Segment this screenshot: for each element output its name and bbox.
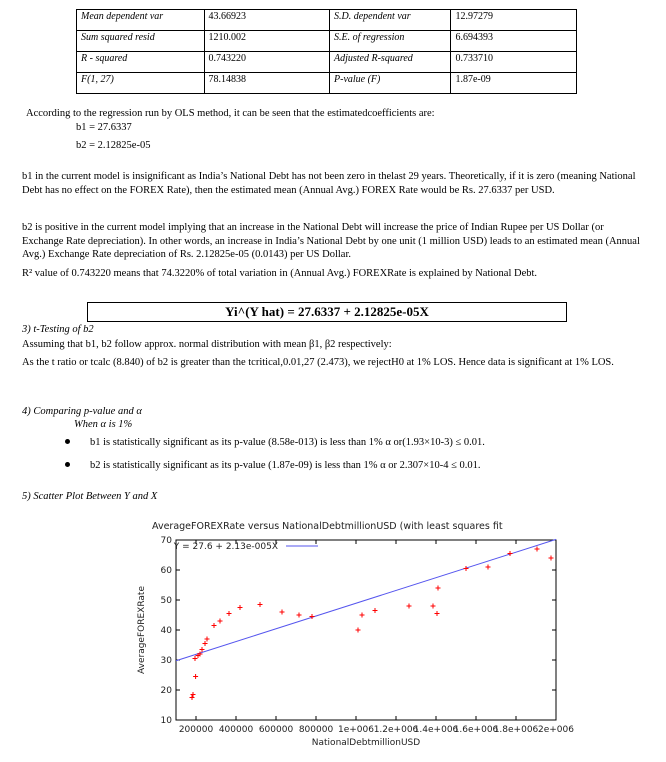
data-point [212,623,217,628]
data-point [435,611,440,616]
stats-cell: 0.733710 [451,52,577,73]
regression-stats-table [76,9,577,94]
section-4-heading: 4) Comparing p-value and α [22,406,142,417]
section-3-line2: As the t ratio or tcalc (8.840) of b2 is greater than the tcritical,0.01,27 (2.473), we rejectH0 at 1% LOS. Hence data is significant at 1% LOS. [22,357,614,368]
stats-cell: S.D. dependent var [330,10,451,31]
stats-cell: 0.743220 [204,52,330,73]
b2-estimate: b2 = 2.12825e-05 [76,140,151,151]
x-tick-label: 200000 [178,725,214,735]
y-tick-label: 30 [160,656,172,666]
stats-cell: 6.694393 [451,31,577,52]
section-5-heading: 5) Scatter Plot Between Y and X [22,491,158,502]
section-4-subheading: When α is 1% [74,419,133,430]
data-point [227,611,232,616]
stats-cell: R - squared [77,52,205,73]
paragraph-b1: b1 in the current model is insignificant as India’s National Debt has not been zero in thelast 29 years. Theoretically, if it is zero (meaning National Debt has no effect on the FOREX Rate), then the estimated mean (Annual Avg.) FOREX Rate would be Rs. 27.6337 per USD. [22,171,636,196]
fitted-equation-box: Yi^(Y hat) = 27.6337 + 2.12825e-05X [87,302,567,322]
y-tick-label: 50 [160,596,172,606]
x-tick-label: 1.8e+006 [493,725,539,735]
y-tick-label: 40 [160,626,172,636]
legend-label: Y = 27.6 + 2.13e-005X [173,542,278,552]
data-point [431,604,436,609]
x-tick-label: 800000 [298,725,334,735]
bullet-b1: b1 is statistically significant as its p-value (8.58e-013) is less than 1% α or(1.93×10-3) ≤ 0.01. [90,437,485,448]
data-point [218,619,223,624]
stats-cell: 43.66923 [204,10,330,31]
data-point [205,637,210,642]
fit-line [176,539,556,660]
stats-cell: 78.14838 [204,73,330,94]
data-point [297,613,302,618]
y-axis-label: AverageFOREXRate [137,586,147,674]
y-tick-label: 60 [160,566,172,576]
data-point [508,551,513,556]
stats-row [77,10,577,31]
intro-text: According to the regression run by OLS method, it can be seen that the estimatedcoefficients are: [26,108,435,119]
stats-cell: Mean dependent var [77,10,205,31]
data-point [258,602,263,607]
plot-frame [176,540,556,720]
stats-cell: Adjusted R-squared [330,52,451,73]
data-point [464,566,469,571]
data-point [191,692,196,697]
x-tick-label: 1e+006 [338,725,374,735]
data-point [190,695,195,700]
stats-cell: F(1, 27) [77,73,205,94]
x-tick-label: 1.6e+006 [453,725,499,735]
stats-cell: P-value (F) [330,73,451,94]
stats-row [77,52,577,73]
stats-cell: 1210.002 [204,31,330,52]
scatter-chart-svg [130,518,574,754]
bullet-icon [64,436,72,444]
data-point [407,604,412,609]
x-tick-label: 600000 [258,725,294,735]
data-point [193,674,198,679]
y-tick-label: 70 [160,536,172,546]
stats-cell: 1.87e-09 [451,73,577,94]
scatter-chart [130,518,574,754]
x-tick-label: 400000 [218,725,254,735]
paragraph-r-squared: R² value of 0.743220 means that 74.3220% of total variation in (Annual Avg.) FOREXRate is explained by National Debt. [22,268,538,279]
x-tick-label: 2e+006 [538,725,574,735]
stats-cell: 12.97279 [451,10,577,31]
data-point [200,647,205,652]
data-point [356,628,361,633]
paragraph-b2: b2 is positive in the current model implying that an increase in the National Debt will increase the price of Indian Rupee per US Dollar (or Exchange Rate depreciation). In other words, an increase in India’s National Debt by one unit (1 million USD) leads to an estimated mean (Annual Avg.) Exchange Rate depreciation of Rs. 2.12825e-05 (0.0143) per US Dollar. [22,222,640,261]
data-point [280,610,285,615]
data-point [203,641,208,646]
data-point [238,605,243,610]
stats-cell: S.E. of regression [330,31,451,52]
x-tick-label: 1.2e+006 [373,725,419,735]
section-3-line1: Assuming that b1, b2 follow approx. normal distribution with mean β1, β2 respectively: [22,339,392,350]
data-point [486,565,491,570]
stats-row [77,31,577,52]
chart-title: AverageFOREXRate versus NationalDebtmillionUSD (with least squares fit [152,521,503,532]
x-axis-label: NationalDebtmillionUSD [311,738,421,748]
data-point [373,608,378,613]
stats-cell: Sum squared resid [77,31,205,52]
y-tick-label: 10 [160,716,172,726]
y-tick-label: 20 [160,686,172,696]
data-point [535,547,540,552]
section-3-heading: 3) t-Testing of b2 [22,324,94,335]
data-point [549,556,554,561]
data-point [436,586,441,591]
b1-estimate: b1 = 27.6337 [76,122,132,133]
data-point [360,613,365,618]
x-tick-label: 1.4e+006 [413,725,459,735]
stats-row [77,73,577,94]
bullet-b2: b2 is statistically significant as its p-value (1.87e-09) is less than 1% α or 2.307×10-4 ≤ 0.01. [90,460,481,471]
data-point [193,656,198,661]
bullet-icon [64,459,72,467]
